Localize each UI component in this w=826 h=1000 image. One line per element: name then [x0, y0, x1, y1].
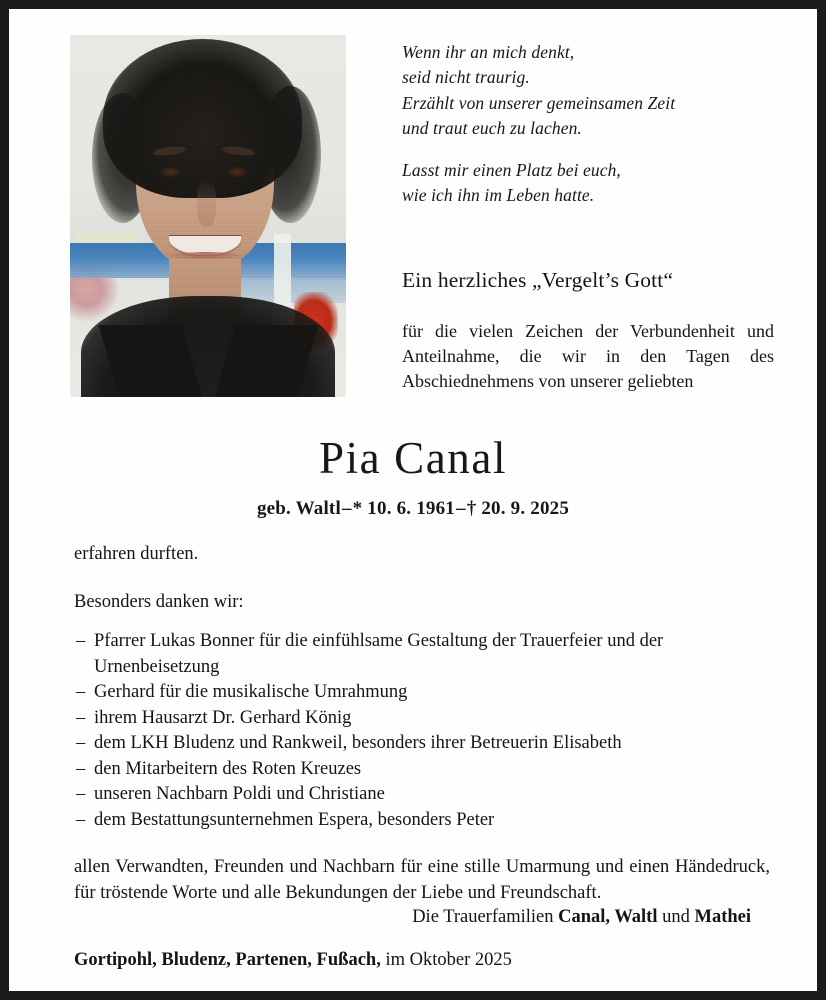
list-item-label: unseren Nachbarn Poldi und Christiane: [94, 784, 385, 805]
places-and-date: [74, 950, 512, 971]
poem-line: Lasst mir einen Platz bei euch,: [402, 160, 621, 181]
maiden-name: geb. Waltl: [256, 498, 341, 519]
poem-line: Wenn ihr an mich denkt,: [402, 42, 575, 62]
families-conjunction: und: [657, 907, 695, 927]
mourning-families: [74, 907, 751, 928]
families-prefix: Die Trauerfamilien: [412, 907, 559, 927]
dates-separator-1: –: [341, 498, 352, 519]
poem-line: und traut euch zu lachen.: [402, 117, 582, 138]
bullet-dash: –: [76, 707, 86, 728]
photo-eye-right: [227, 167, 246, 176]
bullet-dash: –: [76, 784, 86, 805]
notice-body: [74, 542, 770, 906]
bullet-dash: –: [76, 733, 86, 754]
photo-bg-white-post: [274, 234, 291, 306]
list-item: [74, 782, 770, 808]
deceased-dates: [9, 498, 817, 520]
portrait-photo: [70, 35, 346, 397]
spacer: [74, 568, 770, 590]
bullet-dash: –: [76, 758, 86, 779]
list-item: [74, 731, 770, 757]
poem-line: seid nicht traurig.: [402, 67, 530, 88]
list-item-label: den Mitarbeitern des Roten Kreuzes: [94, 758, 362, 779]
list-item-label: dem LKH Bludenz und Rankweil, besonders ihrer Betreuerin Elisabeth: [94, 733, 622, 754]
list-item: [74, 808, 770, 834]
dates-separator-2: –: [456, 498, 466, 519]
photo-hair-top: [103, 39, 302, 198]
vergelts-gott-heading: Ein herzliches „Vergelt’s Gott“: [402, 268, 674, 292]
places-list: Gortipohl, Bludenz, Partenen, Fußach,: [74, 950, 381, 970]
deceased-name: Pia Canal: [318, 433, 508, 483]
list-item-label: Pfarrer Lukas Bonner für die einfühlsame Gestaltung der Trauerfeier und der Urnenbeisetzung: [94, 631, 664, 677]
poem-line: Erzählt von unserer gemeinsamen Zeit: [402, 92, 676, 113]
continuation-text: erfahren durften.: [74, 544, 199, 564]
poem-stanza-2: [402, 158, 772, 209]
family-name-primary: Canal, Waltl: [558, 907, 658, 927]
thanks-list: [74, 629, 770, 833]
list-item-label: ihrem Hausarzt Dr. Gerhard König: [94, 707, 352, 728]
list-item: [74, 629, 770, 680]
notice-sheet: [9, 9, 817, 991]
photo-background: [70, 35, 346, 397]
bullet-dash: –: [76, 682, 86, 703]
family-name-secondary: Mathei: [694, 907, 751, 927]
notice-date: im Oktober 2025: [380, 950, 512, 970]
spacer: [74, 833, 770, 855]
birth-date: 10. 6. 1961: [367, 498, 455, 519]
thanks-intro-paragraph: für die vielen Zeichen der Verbundenheit und Anteilnahme, die wir in den Tagen des Abschiednehmens von unserer geliebten: [402, 321, 774, 392]
death-date: 20. 9. 2025: [481, 498, 570, 519]
spacer: [74, 615, 770, 629]
final-paragraph: allen Verwandten, Freunden und Nachbarn für eine stille Umarmung und einen Händedruck, für tröstende Worte und alle Bekundungen der Liebe und Freundschaft.: [74, 857, 770, 903]
list-item-label: dem Bestattungsunternehmen Espera, besonders Peter: [94, 809, 495, 830]
poem-line: wie ich ihn im Leben hatte.: [402, 185, 595, 206]
photo-eye-left: [161, 167, 180, 176]
birth-symbol: *: [352, 498, 363, 519]
list-item: [74, 757, 770, 783]
bullet-dash: –: [76, 809, 86, 830]
memorial-poem: [402, 40, 772, 209]
death-symbol: †: [466, 498, 477, 519]
poem-stanza-1: [402, 40, 772, 141]
list-item-label: Gerhard für die musikalische Umrahmung: [94, 682, 408, 703]
photo-nose: [197, 180, 216, 227]
bullet-dash: –: [76, 631, 86, 652]
thanks-heading: Besonders danken wir:: [74, 591, 244, 612]
list-item: [74, 680, 770, 706]
list-item: [74, 706, 770, 732]
